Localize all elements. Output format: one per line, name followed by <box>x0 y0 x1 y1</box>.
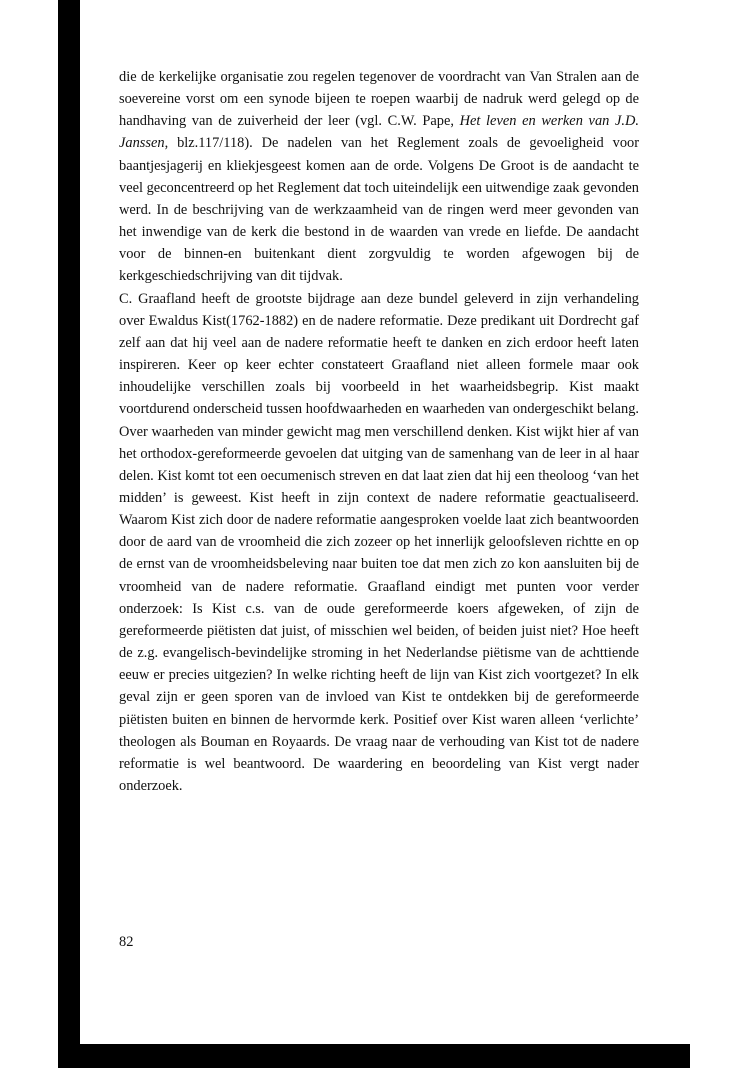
scan-left-edge-bar <box>58 0 80 1068</box>
body-text <box>119 66 639 797</box>
paragraph-reglement <box>119 66 639 288</box>
paragraph-reglement-part1: die de kerkelijke organisatie zou regelen tegenover de voordracht van Van Stralen aan de soevereine vorst om een synode bijeen te roepen waarbij de nadruk werd gelegd op de handhaving van de zuiverheid der leer (vgl. C.W. Pape, <box>119 69 639 130</box>
book-title-italic: Het leven en werken van J.D. Janssen <box>119 113 639 152</box>
page-number: 82 <box>119 934 134 950</box>
paragraph-graafland: C. Graafland heeft de grootste bijdrage aan deze bundel geleverd in zijn verhandeling over Ewaldus Kist(1762-1882) en de nadere reformatie. Deze predikant uit Dordrecht gaf zelf aan dat hij veel aan de nadere reformatie heeft te danken en zich erdoor heeft laten inspireren. Keer op keer echter constateert Graafland niet alleen formele maar ook inhoudelijke verschillen zoals bij voorbeeld in het waarheidsbegrip. Kist maakt voortdurend onderscheid tussen hoofdwaarheden en waarheden van ondergeschikt belang. Over waarheden van minder gewicht mag men verschillend denken. Kist wijkt hier af van het orthodox-gereformeerde gevoelen dat uitging van de samenhang van de leer in al haar delen. Kist komt tot een oecumenisch streven en dat laat zien dat hij een theoloog ‘van het midden’ is geweest. Kist heeft in zijn context de nadere reformatie geactualiseerd. Waarom Kist zich door de nadere reformatie aangesproken voelde laat zich beantwoorden door de aard van de vroomheid die zich zozeer op het innerlijk geloofsleven richtte en op de ernst van de vroomheidsbeleving naar buiten toe dat men zich zo kon aansluiten bij de vroomheid van de nadere reformatie. Graafland eindigt met punten voor verder onderzoek: Is Kist c.s. van de oude gereformeerde koers afgeweken, of zijn de gereformeerde piëtisten dat juist, of misschien wel beiden, of beiden juist niet? Hoe heeft de z.g. evangelisch-bevindelijke stroming in het Nederlandse piëtisme van de achttiende eeuw er precies uitgezien? In welke richting heeft de lijn van Kist zich voortgezet? In elk geval zijn er geen sporen van de invloed van Kist te ontdekken bij de gereformeerde piëtisten buiten en binnen de hervormde kerk. Positief over Kist waren alleen ‘verlichte’ theologen als Bouman en Royaards. De vraag naar de verhouding van Kist tot de nadere reformatie is wel beantwoord. De waardering en beoordeling van Kist vergt nader onderzoek. <box>119 290 639 794</box>
paragraph-reglement-part2: , blz.117/118). De nadelen van het Reglement zoals de gevoeligheid voor baantjesjagerij en kliekjesgeest komen aan de orde. Volgens De Groot is de aandacht te veel geconcentreerd op het Reglement dat toch uiteindelijk een uitwendige zaak gevonden werd. In de beschrijving van de werkzaamheid van de ringen werd meer gevonden van het inwendige van de kerk die bestond in de waarden van vrede en liefde. De aandacht voor de binnen-en buitenkant dient zorgvuldig te worden afgewogen bij de kerkgeschiedschrijving van dit tijdvak. <box>119 135 639 285</box>
scan-bottom-edge-bar <box>58 1044 690 1068</box>
